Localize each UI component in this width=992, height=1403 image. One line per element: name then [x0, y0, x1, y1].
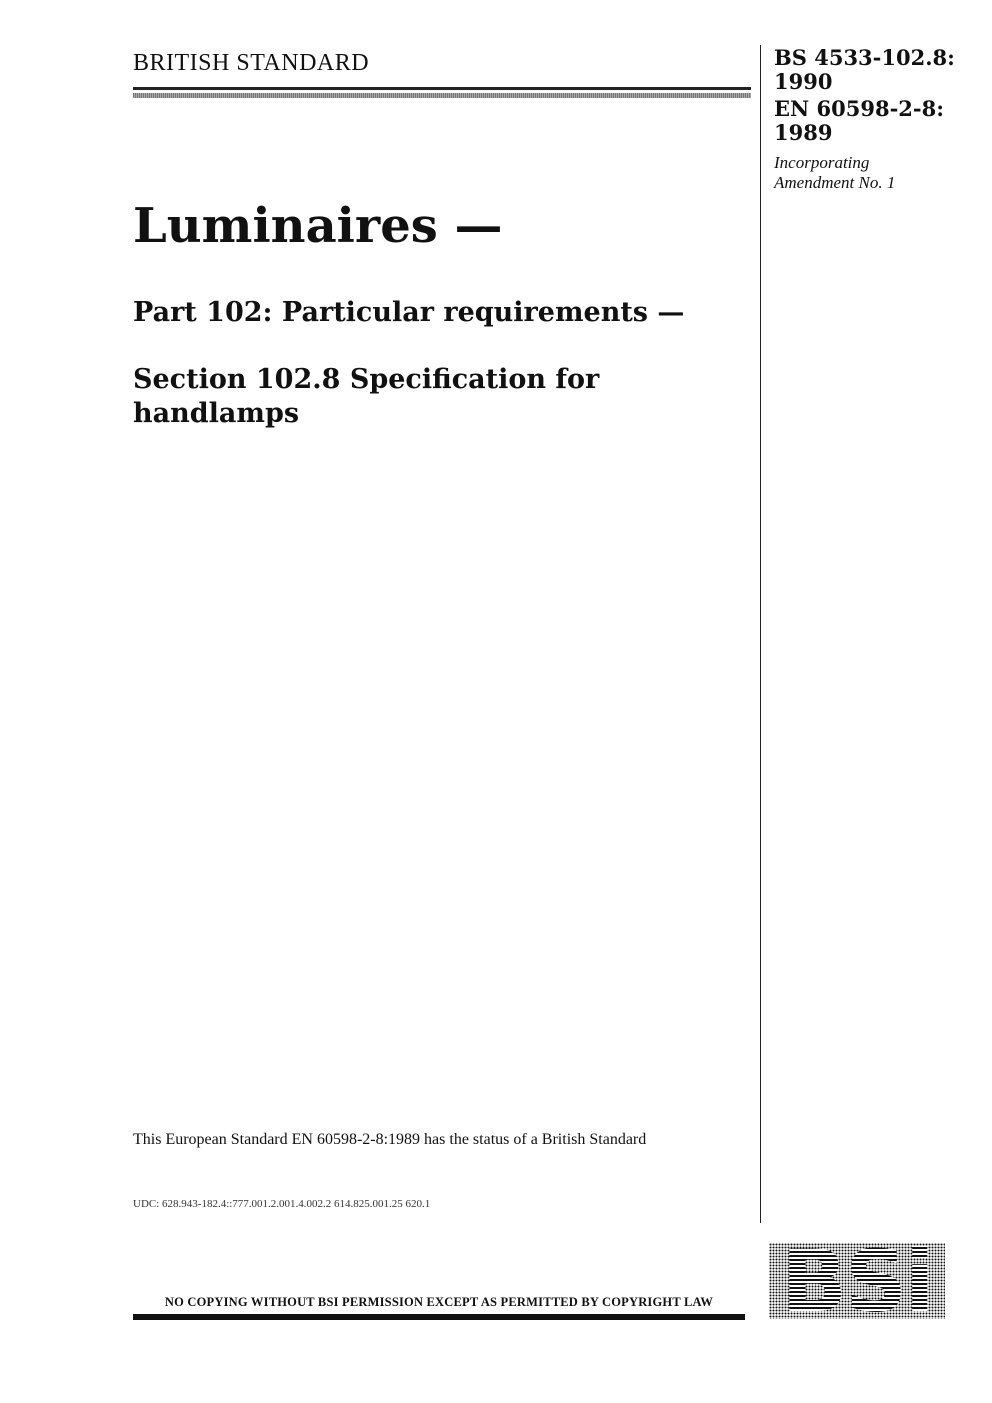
document-title: Luminaires —: [133, 198, 503, 254]
header-label: BRITISH STANDARD: [133, 50, 370, 76]
section-title: Section 102.8 Specification for handlamps: [133, 364, 600, 429]
amendment-line1: Incorporating: [774, 153, 870, 172]
amendment-note: [774, 153, 984, 193]
column-divider: [760, 45, 761, 1223]
header-rule-grey: [133, 93, 751, 98]
en-number-line1: EN 60598-2-8:: [774, 96, 944, 121]
standard-number-block: [774, 46, 984, 193]
en-number-line2: 1989: [774, 120, 833, 145]
header-rule-thick: [133, 87, 751, 90]
status-note: This European Standard EN 60598-2-8:1989 has the status of a British Standard: [133, 1131, 647, 1148]
amendment-line2: Amendment No. 1: [774, 173, 896, 192]
bsi-logo: [769, 1243, 945, 1319]
bs-number-line1: BS 4533-102.8:: [774, 45, 955, 70]
copyright-rule: [133, 1314, 745, 1320]
bs-number-line2: 1990: [774, 69, 833, 94]
udc-line: UDC: 628.943-182.4::777.001.2.001.4.002.2 614.825.001.25 620.1: [133, 1198, 431, 1210]
part-title: Part 102: Particular requirements —: [133, 297, 685, 328]
copyright-notice: NO COPYING WITHOUT BSI PERMISSION EXCEPT AS PERMITTED BY COPYRIGHT LAW: [164, 1295, 714, 1309]
